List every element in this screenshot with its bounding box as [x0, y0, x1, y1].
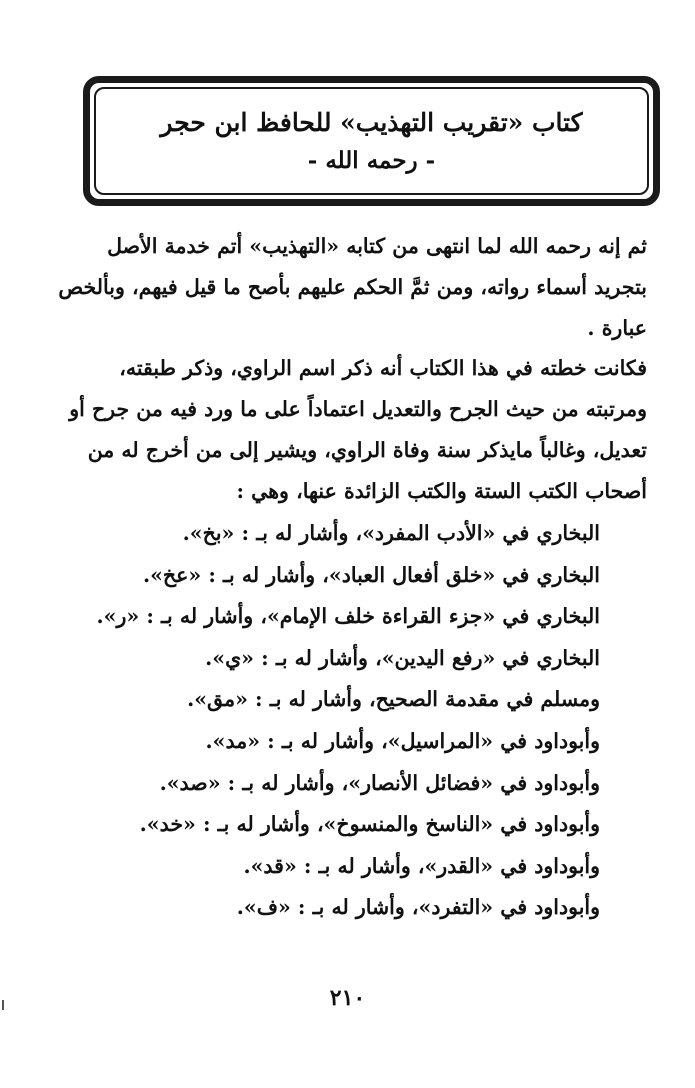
paragraph-method	[47, 348, 647, 512]
paragraph-line: أصحاب الكتب الستة والكتب الزائدة عنها، وهي :	[236, 479, 647, 503]
title-inner-frame	[94, 87, 649, 195]
source-item: وأبوداود في «فضائل الأنصار»، وأشار له بـ : «صد».	[159, 770, 600, 795]
source-item: البخاري في «الأدب المفرد»، وأشار له بـ : «بخ».	[182, 521, 600, 545]
source-item: البخاري في «جزء القراءة خلف الإمام»، وأشار له بـ : «ر».	[96, 604, 600, 629]
chapter-title: كتاب «تقريب التهذيب» للحافظ ابن حجر	[160, 107, 583, 137]
page-number: ٢١٠	[329, 985, 366, 1011]
scan-edge-mark	[2, 1000, 4, 1010]
title-frame	[83, 76, 660, 206]
paragraph-line: تعديل، وغالباً مايذكر سنة وفاة الراوي، ويشير إلى من أخرج له من	[87, 438, 647, 462]
paragraph-line: بتجريد أسماء رواته، ومن ثمَّ الحكم عليهم بأصح ما قيل فيهم، وبألخص	[58, 275, 647, 299]
source-item: وأبوداود في «المراسيل»، وأشار له بـ : «مد».	[205, 728, 600, 753]
source-item: البخاري في «خلق أفعال العباد»، وأشار له بـ : «عخ».	[142, 562, 600, 587]
paragraph-intro	[47, 226, 647, 349]
paragraph-line: عبارة .	[587, 316, 647, 340]
chapter-subtitle: - رحمه الله -	[307, 146, 436, 174]
source-item: وأبوداود في «الناسخ والمنسوخ»، وأشار له بـ : «خد».	[139, 812, 600, 837]
source-item: وأبوداود في «التفرد»، وأشار له بـ : «ف».	[236, 895, 600, 920]
source-item: ومسلم في مقدمة الصحيح، وأشار له بـ : «مق».	[187, 687, 600, 712]
source-item: وأبوداود في «القدر»، وأشار له بـ : «قد».	[243, 853, 600, 878]
paragraph-line: فكانت خطته في هذا الكتاب أنه ذكر اسم الراوي، وذكر طبقته،	[119, 356, 647, 380]
paragraph-line: ثم إنه رحمه الله لما انتهى من كتابه «التهذيب» أتم خدمة الأصل	[107, 234, 647, 258]
sources-list	[40, 513, 600, 929]
source-item: البخاري في «رفع اليدين»، وأشار له بـ : «ي».	[205, 645, 600, 670]
paragraph-line: ومرتبته من حيث الجرح والتعديل اعتماداً على ما ورد فيه من جرح أو	[69, 397, 647, 421]
